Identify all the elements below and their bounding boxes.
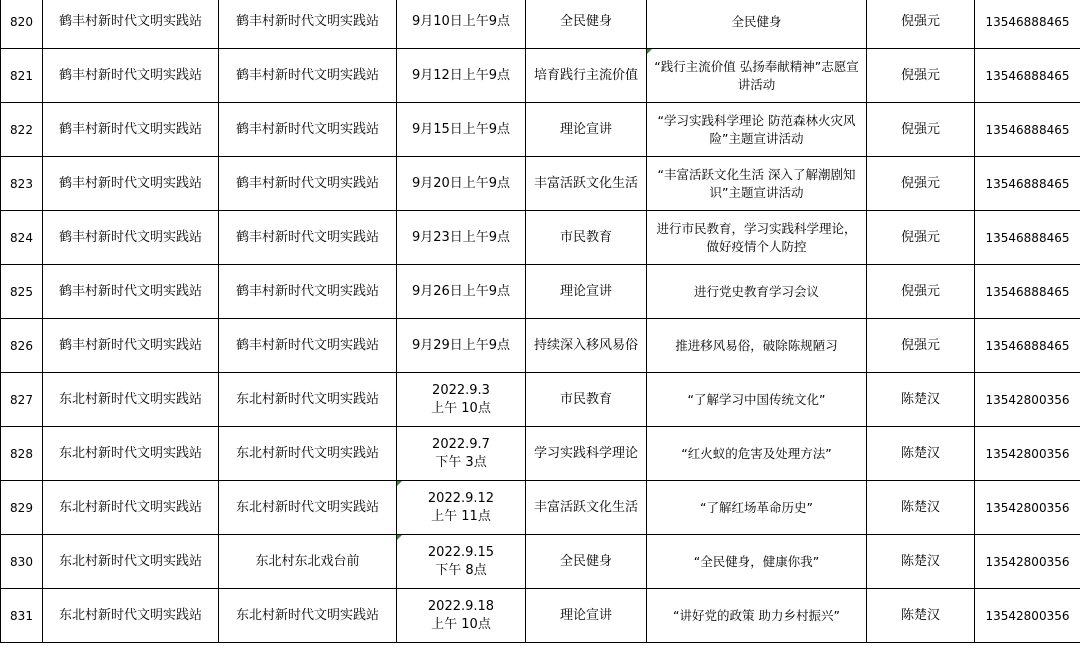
time-line-2: 上午 11点 bbox=[431, 508, 491, 524]
venue-name: 东北村新时代文明实践站 bbox=[235, 499, 379, 515]
theme-cell[interactable] bbox=[647, 157, 867, 211]
contact-name: 倪强元 bbox=[900, 229, 940, 245]
station-name: 鹤丰村新时代文明实践站 bbox=[58, 67, 202, 83]
theme-line-1: 进行党史教育学习会议 bbox=[693, 283, 819, 299]
theme-line-2: 做好疫情个人防控 bbox=[706, 238, 807, 254]
contact-name: 陈楚汉 bbox=[900, 391, 940, 407]
phone-cell[interactable] bbox=[975, 373, 1080, 427]
contact-cell[interactable] bbox=[867, 535, 975, 589]
row-number: 827 bbox=[10, 392, 33, 407]
station-name: 鹤丰村新时代文明实践站 bbox=[58, 229, 202, 245]
category-cell[interactable] bbox=[526, 0, 647, 49]
row-number: 822 bbox=[10, 122, 33, 137]
row-number: 828 bbox=[10, 446, 33, 461]
row-number-cell[interactable] bbox=[1, 49, 43, 103]
time-line-1: 9月20日上午9点 bbox=[411, 175, 511, 191]
time-line-1: 2022.9.15 bbox=[427, 544, 495, 560]
station-name: 鹤丰村新时代文明实践站 bbox=[58, 13, 202, 29]
phone-number: 13546888465 bbox=[985, 284, 1070, 299]
venue-cell[interactable] bbox=[219, 319, 397, 373]
row-number-cell[interactable] bbox=[1, 535, 43, 589]
theme-cell[interactable] bbox=[647, 0, 867, 49]
station-name: 东北村新时代文明实践站 bbox=[58, 553, 202, 569]
table-row bbox=[1, 481, 1080, 535]
row-number: 825 bbox=[10, 284, 33, 299]
phone-cell[interactable] bbox=[975, 319, 1080, 373]
station-name: 鹤丰村新时代文明实践站 bbox=[58, 175, 202, 191]
row-number-cell[interactable] bbox=[1, 0, 43, 49]
time-cell[interactable] bbox=[397, 427, 526, 481]
venue-cell[interactable] bbox=[219, 481, 397, 535]
station-cell[interactable] bbox=[43, 373, 219, 427]
row-number-cell[interactable] bbox=[1, 211, 43, 265]
category-label: 丰富活跃文化生活 bbox=[533, 499, 638, 515]
row-number-cell[interactable] bbox=[1, 157, 43, 211]
contact-name: 陈楚汉 bbox=[900, 607, 940, 623]
contact-cell[interactable] bbox=[867, 319, 975, 373]
time-line-1: 9月12日上午9点 bbox=[411, 67, 511, 83]
time-line-1: 2022.9.3 bbox=[432, 382, 490, 398]
theme-cell[interactable] bbox=[647, 481, 867, 535]
time-line-2: 下午 8点 bbox=[435, 562, 487, 578]
category-cell[interactable] bbox=[526, 373, 647, 427]
category-label: 持续深入移风易俗 bbox=[533, 337, 638, 353]
venue-name: 鹤丰村新时代文明实践站 bbox=[235, 337, 379, 353]
venue-name: 东北村新时代文明实践站 bbox=[235, 607, 379, 623]
phone-cell[interactable] bbox=[975, 211, 1080, 265]
station-cell[interactable] bbox=[43, 535, 219, 589]
row-number-cell[interactable] bbox=[1, 481, 43, 535]
theme-cell[interactable] bbox=[647, 103, 867, 157]
phone-number: 13546888465 bbox=[985, 122, 1070, 137]
venue-cell[interactable] bbox=[219, 103, 397, 157]
theme-cell[interactable] bbox=[647, 319, 867, 373]
row-number-cell[interactable] bbox=[1, 589, 43, 643]
venue-name: 鹤丰村新时代文明实践站 bbox=[235, 283, 379, 299]
phone-number: 13546888465 bbox=[985, 68, 1070, 83]
venue-cell[interactable] bbox=[219, 211, 397, 265]
phone-number: 13546888465 bbox=[985, 230, 1070, 245]
phone-number: 13542800356 bbox=[985, 608, 1070, 623]
time-line-1: 2022.9.7 bbox=[432, 436, 490, 452]
theme-line-1: “了解红场革命历史” bbox=[700, 499, 813, 515]
venue-name: 东北村东北戏台前 bbox=[255, 553, 360, 569]
theme-line-1: “丰富活跃文化生活 深入了解潮剧知 bbox=[657, 166, 856, 182]
row-number-cell[interactable] bbox=[1, 373, 43, 427]
theme-line-1: 全民健身 bbox=[731, 13, 782, 29]
table-row bbox=[1, 535, 1080, 589]
contact-cell[interactable] bbox=[867, 265, 975, 319]
time-cell[interactable] bbox=[397, 211, 526, 265]
theme-line-2: 险”主题宣讲活动 bbox=[709, 130, 804, 146]
category-label: 理论宣讲 bbox=[559, 283, 612, 299]
station-cell[interactable] bbox=[43, 589, 219, 643]
category-cell[interactable] bbox=[526, 103, 647, 157]
venue-name: 鹤丰村新时代文明实践站 bbox=[235, 229, 379, 245]
phone-number: 13542800356 bbox=[985, 446, 1070, 461]
category-cell[interactable] bbox=[526, 535, 647, 589]
theme-cell[interactable] bbox=[647, 265, 867, 319]
table-row bbox=[1, 49, 1080, 103]
phone-cell[interactable] bbox=[975, 49, 1080, 103]
contact-name: 倪强元 bbox=[900, 121, 940, 137]
time-line-1: 9月15日上午9点 bbox=[411, 121, 511, 137]
category-label: 理论宣讲 bbox=[559, 607, 612, 623]
phone-number: 13546888465 bbox=[985, 338, 1070, 353]
time-line-1: 9月10日上午9点 bbox=[411, 13, 511, 29]
table-row bbox=[1, 373, 1080, 427]
table-row bbox=[1, 265, 1080, 319]
category-cell[interactable] bbox=[526, 265, 647, 319]
contact-cell[interactable] bbox=[867, 0, 975, 49]
row-number-cell[interactable] bbox=[1, 265, 43, 319]
theme-cell[interactable] bbox=[647, 535, 867, 589]
station-cell[interactable] bbox=[43, 265, 219, 319]
theme-line-1: “践行主流价值 弘扬奉献精神”志愿宣 bbox=[654, 58, 859, 74]
contact-name: 倪强元 bbox=[900, 67, 940, 83]
time-cell[interactable] bbox=[397, 373, 526, 427]
phone-number: 13542800356 bbox=[985, 500, 1070, 515]
station-cell[interactable] bbox=[43, 211, 219, 265]
phone-number: 13542800356 bbox=[985, 554, 1070, 569]
contact-name: 倪强元 bbox=[900, 283, 940, 299]
station-name: 东北村新时代文明实践站 bbox=[58, 499, 202, 515]
phone-cell[interactable] bbox=[975, 427, 1080, 481]
time-cell[interactable] bbox=[397, 481, 526, 535]
category-cell[interactable] bbox=[526, 427, 647, 481]
time-cell[interactable] bbox=[397, 103, 526, 157]
table-row bbox=[1, 319, 1080, 373]
phone-number: 13542800356 bbox=[985, 392, 1070, 407]
venue-cell[interactable] bbox=[219, 427, 397, 481]
contact-cell[interactable] bbox=[867, 589, 975, 643]
theme-line-1: 推进移风易俗，破除陈规陋习 bbox=[675, 337, 838, 353]
time-line-1: 9月26日上午9点 bbox=[411, 283, 511, 299]
contact-cell[interactable] bbox=[867, 211, 975, 265]
time-cell[interactable] bbox=[397, 265, 526, 319]
category-cell[interactable] bbox=[526, 49, 647, 103]
theme-cell[interactable] bbox=[647, 373, 867, 427]
row-number-cell[interactable] bbox=[1, 319, 43, 373]
time-cell[interactable] bbox=[397, 49, 526, 103]
theme-cell[interactable] bbox=[647, 49, 867, 103]
row-number: 823 bbox=[10, 176, 33, 191]
phone-number: 13546888465 bbox=[985, 176, 1070, 191]
station-cell[interactable] bbox=[43, 0, 219, 49]
venue-cell[interactable] bbox=[219, 0, 397, 49]
time-line-1: 2022.9.12 bbox=[427, 490, 495, 506]
time-cell[interactable] bbox=[397, 319, 526, 373]
category-cell[interactable] bbox=[526, 481, 647, 535]
table-row bbox=[1, 427, 1080, 481]
row-number: 821 bbox=[10, 68, 33, 83]
phone-cell[interactable] bbox=[975, 481, 1080, 535]
venue-cell[interactable] bbox=[219, 265, 397, 319]
category-label: 理论宣讲 bbox=[559, 121, 612, 137]
theme-line-2: 讲活动 bbox=[737, 76, 776, 92]
station-cell[interactable] bbox=[43, 481, 219, 535]
time-line-1: 9月29日上午9点 bbox=[411, 337, 511, 353]
station-name: 鹤丰村新时代文明实践站 bbox=[58, 283, 202, 299]
table-body bbox=[1, 0, 1080, 643]
station-cell[interactable] bbox=[43, 427, 219, 481]
row-number: 826 bbox=[10, 338, 33, 353]
venue-name: 东北村新时代文明实践站 bbox=[235, 445, 379, 461]
category-label: 丰富活跃文化生活 bbox=[533, 175, 638, 191]
theme-line-1: “讲好党的政策 助力乡村振兴” bbox=[673, 607, 840, 623]
phone-number: 13546888465 bbox=[985, 14, 1070, 29]
theme-line-1: “全民健身，健康你我” bbox=[693, 553, 820, 569]
venue-cell[interactable] bbox=[219, 49, 397, 103]
contact-name: 倪强元 bbox=[900, 175, 940, 191]
venue-name: 鹤丰村新时代文明实践站 bbox=[235, 13, 379, 29]
venue-name: 鹤丰村新时代文明实践站 bbox=[235, 121, 379, 137]
row-number-cell[interactable] bbox=[1, 103, 43, 157]
category-cell[interactable] bbox=[526, 319, 647, 373]
category-label: 市民教育 bbox=[559, 391, 612, 407]
row-number: 820 bbox=[10, 14, 33, 29]
category-label: 全民健身 bbox=[559, 553, 612, 569]
time-line-2: 上午 10点 bbox=[431, 400, 491, 416]
category-cell[interactable] bbox=[526, 157, 647, 211]
contact-cell[interactable] bbox=[867, 157, 975, 211]
row-number: 829 bbox=[10, 500, 33, 515]
time-cell[interactable] bbox=[397, 589, 526, 643]
table-row bbox=[1, 103, 1080, 157]
station-name: 鹤丰村新时代文明实践站 bbox=[58, 121, 202, 137]
venue-cell[interactable] bbox=[219, 589, 397, 643]
phone-cell[interactable] bbox=[975, 0, 1080, 49]
theme-line-1: “学习实践科学理论 防范森林火灾风 bbox=[657, 112, 856, 128]
phone-cell[interactable] bbox=[975, 535, 1080, 589]
station-name: 东北村新时代文明实践站 bbox=[58, 445, 202, 461]
theme-cell[interactable] bbox=[647, 211, 867, 265]
table-row bbox=[1, 157, 1080, 211]
contact-cell[interactable] bbox=[867, 373, 975, 427]
phone-cell[interactable] bbox=[975, 103, 1080, 157]
phone-cell[interactable] bbox=[975, 157, 1080, 211]
contact-cell[interactable] bbox=[867, 103, 975, 157]
station-cell[interactable] bbox=[43, 103, 219, 157]
venue-name: 鹤丰村新时代文明实践站 bbox=[235, 175, 379, 191]
time-cell[interactable] bbox=[397, 535, 526, 589]
station-name: 东北村新时代文明实践站 bbox=[58, 607, 202, 623]
theme-cell[interactable] bbox=[647, 589, 867, 643]
time-line-1: 2022.9.18 bbox=[427, 598, 495, 614]
venue-cell[interactable] bbox=[219, 373, 397, 427]
category-label: 市民教育 bbox=[559, 229, 612, 245]
theme-line-2: 识”主题宣讲活动 bbox=[709, 184, 804, 200]
contact-name: 陈楚汉 bbox=[900, 445, 940, 461]
row-number: 831 bbox=[10, 608, 33, 623]
row-number: 824 bbox=[10, 230, 33, 245]
station-cell[interactable] bbox=[43, 157, 219, 211]
contact-cell[interactable] bbox=[867, 49, 975, 103]
contact-cell[interactable] bbox=[867, 427, 975, 481]
time-line-2: 下午 3点 bbox=[435, 454, 487, 470]
row-number-cell[interactable] bbox=[1, 427, 43, 481]
category-cell[interactable] bbox=[526, 211, 647, 265]
table-row bbox=[1, 211, 1080, 265]
theme-line-1: “了解学习中国传统文化” bbox=[687, 391, 826, 407]
contact-name: 陈楚汉 bbox=[900, 499, 940, 515]
venue-name: 东北村新时代文明实践站 bbox=[235, 391, 379, 407]
contact-cell[interactable] bbox=[867, 481, 975, 535]
phone-cell[interactable] bbox=[975, 265, 1080, 319]
contact-name: 陈楚汉 bbox=[900, 553, 940, 569]
row-number: 830 bbox=[10, 554, 33, 569]
station-name: 东北村新时代文明实践站 bbox=[58, 391, 202, 407]
station-name: 鹤丰村新时代文明实践站 bbox=[58, 337, 202, 353]
theme-line-1: 进行市民教育，学习实践科学理论， bbox=[656, 220, 857, 236]
contact-name: 倪强元 bbox=[900, 13, 940, 29]
time-line-1: 9月23日上午9点 bbox=[411, 229, 511, 245]
category-label: 培育践行主流价值 bbox=[533, 67, 638, 83]
table-row bbox=[1, 0, 1080, 49]
contact-name: 倪强元 bbox=[900, 337, 940, 353]
station-cell[interactable] bbox=[43, 49, 219, 103]
category-cell[interactable] bbox=[526, 589, 647, 643]
table-row bbox=[1, 589, 1080, 643]
category-label: 学习实践科学理论 bbox=[533, 445, 638, 461]
venue-cell[interactable] bbox=[219, 535, 397, 589]
venue-name: 鹤丰村新时代文明实践站 bbox=[235, 67, 379, 83]
theme-line-1: “红火蚁的危害及处理方法” bbox=[681, 445, 832, 461]
time-cell[interactable] bbox=[397, 157, 526, 211]
time-cell[interactable] bbox=[397, 0, 526, 49]
theme-cell[interactable] bbox=[647, 427, 867, 481]
time-line-2: 上午 10点 bbox=[431, 616, 491, 632]
venue-cell[interactable] bbox=[219, 157, 397, 211]
category-label: 全民健身 bbox=[559, 13, 612, 29]
phone-cell[interactable] bbox=[975, 589, 1080, 643]
station-cell[interactable] bbox=[43, 319, 219, 373]
